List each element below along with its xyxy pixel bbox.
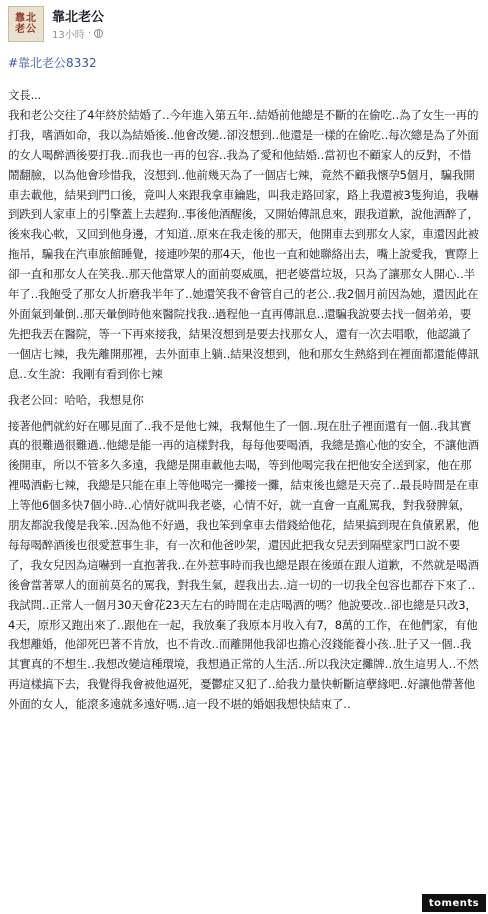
post-paragraph-2: 我老公回：哈哈，我想見你: [8, 392, 144, 407]
post-timestamp[interactable]: 13小時: [52, 30, 85, 41]
globe-icon[interactable]: [94, 29, 103, 38]
post-meta: [52, 26, 103, 41]
post-paragraph-1: 我和老公交往了4年終於結婚了‥今年進入第五年‥結婚前他總是不斷的在偷吃‥為了女生一再的打我，嗜酒如命，我以為結婚後‥他會改變‥卻沒想到‥他還是一樣的在偷吃‥每次總是為了外面的女人喝醉酒後要打我‥而我也一再的包容‥我為了愛和他結婚‥當初也不顧家人的反對，不惜鬧翻臉，以為他會珍惜我，沒想到‥他前幾天為了一個店七辣，竟然不顧我懷孕5個月，騙我開車去載他，結果到門口後，竟叫人來跟我拿車鑰匙，叫我走路回家，路上我還被3隻狗追，我嚇到跌到人家車上的引擎蓋上去趕狗‥事後他酒醒後，又開始傳訊息來，跟我道歉，說他酒醉了，後來我心軟，又回到他身邊，才知道‥原來在我走後的那天，他開車去到那女人家，車還因此被拖吊，騙我在汽車旅館睡覺，接連吵架的那4天，他也一直和她聯絡出去，嘴上說愛我，實際上卻一直和那女人在笑我‥那天他當眾人的面前耍威風，把老婆當垃圾，只為了讓那女人開心‥半年了‥我飽受了那女人折磨我半年了‥她還笑我不會管自己的老公‥我2個月前因為她，還因此在外面氣到暈倒‥那天暈倒時他來醫院找我‥過程他一直再傳訊息‥還騙我說要去找一個弟弟，要先把我丟在醫院，等一下再來接我，結果沒想到是要去找那女人，還有一次去唱歌，他認識了一個店七辣，我先離開那裡，去外面車上躺‥結果沒想到，他和那女生熱絡到在裡面都還能傳訊息‥女生說：我剛有看到你七辣: [8, 107, 479, 381]
post-header: [0, 0, 488, 48]
post-paragraph-3: 接著他們就約好在哪見面了‥我不是他七辣，我幫他生了一個‥現在肚子裡面還有一個‥我其實真的很難過很難過‥他總是能一再的這樣對我，每每他要喝酒，我總是擔心他的安全，不讓他酒後開車，所以不管多久多遠，我總是開車載他去喝，等到他喝完我在把他安全送到家，他在那裡喝酒虧七辣，我總是只能在車上等他喝完一攤接一攤，結束後也總是天亮了‥最長時間是在車上等他6個多快7個小時‥心情好就叫我老婆，心情不好，就一直會一直亂罵我，對我發脾氣，朋友都說我傻是我笨‥因為他不好過，我也笨到拿車去借錢給他花，結果搞到現在負債累累，他每每喝醉酒後也很愛惹事生非，有一次和他爸吵架，還因此把我女兒丟到隔壁家門口說不要了，我女兒因為這嚇到一直抱著我‥在外惹事時而我也總是跟在後頭在跟人道歉，不然就是喝酒後會當著眾人的面前莫名的罵我，對我生氣，趕我出去‥這一切的一切我全包容也都吞下來了‥我試問‥正常人一個月30天會花23天左右的時間在走店喝酒的嗎？他說要改‥卻也總是只改3，4天，原形又跑出來了‥跟他在一起，我放棄了我原本月收入有7，8萬的工作，在他們家，有他我想離婚，他卻死巴著不肯放，也不肯改‥而離開他我卻也擔心沒錢能養小孩‥肚子又一個‥我其實真的不想生‥我想改變這種環境，我想過正常的人生活‥所以我決定攤牌‥放生這男人‥不然再這樣搞下去，我覺得我會被他逼死，憂鬱症又犯了‥給我力量快斬斷這孽緣吧‥好讓他帶著他外面的女人，能滾多遠就多遠好嗎‥這一段不堪的婚姻我想快結束了‥: [8, 418, 479, 712]
watermark-logo: toments: [422, 894, 486, 912]
page-name-link[interactable]: 靠北老公: [52, 10, 105, 25]
avatar-text-top: 靠北: [15, 13, 37, 24]
avatar-text-bottom: 老公: [15, 24, 37, 35]
hashtag-link[interactable]: #靠北老公8332: [8, 56, 97, 70]
post-body: [8, 86, 480, 715]
meta-separator: ·: [87, 28, 91, 39]
page-avatar[interactable]: [8, 6, 44, 42]
post-greeting: 文長...: [8, 88, 41, 102]
